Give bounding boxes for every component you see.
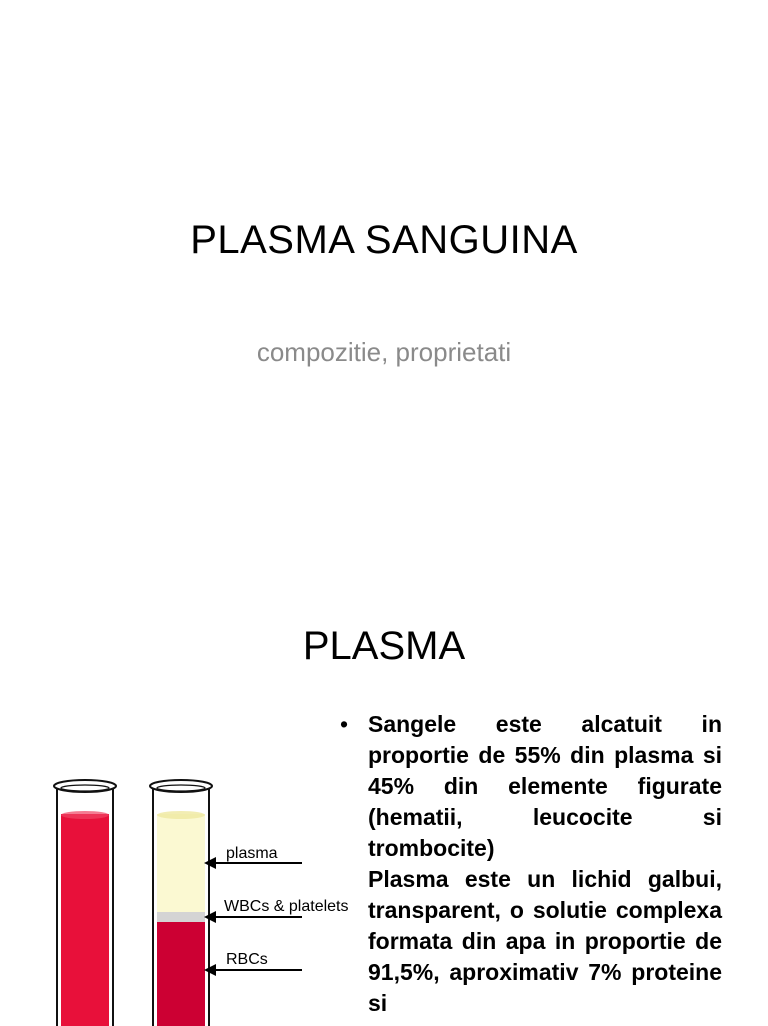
bullet-dot-icon: • xyxy=(340,711,349,737)
whole-blood-fill xyxy=(61,814,109,1026)
bullet-text: Plasma este un lichid galbui, transparent, o solutie complexa formata din apa in proportie de 91,5%, aproximativ 7% proteine si xyxy=(368,866,722,1016)
plasma-layer xyxy=(157,814,205,912)
page-subtitle: compozitie, proprietati xyxy=(256,337,512,367)
test-tubes-illustration xyxy=(40,766,370,1026)
rbc-layer xyxy=(157,922,205,1026)
bullet-text: Sangele este alcatuit in proportie de 55% din plasma si 45% din elemente figurate (hematii, leucocite si trombocite) xyxy=(368,711,722,861)
plasma-label: plasma xyxy=(226,845,278,862)
bullet-list xyxy=(336,709,722,1019)
buffy-coat-layer xyxy=(157,912,205,922)
slide-title: PLASMA xyxy=(302,624,466,668)
rbc-label: RBCs xyxy=(226,951,268,968)
centrifuged-tube xyxy=(150,780,212,1026)
plasma-slide xyxy=(0,576,768,1024)
bullet-item xyxy=(336,709,722,864)
bullet-item xyxy=(336,864,722,1019)
wbc-label: WBCs & platelets xyxy=(224,898,349,915)
whole-blood-tube xyxy=(54,780,116,1026)
page-title: PLASMA SANGUINA xyxy=(190,218,578,262)
